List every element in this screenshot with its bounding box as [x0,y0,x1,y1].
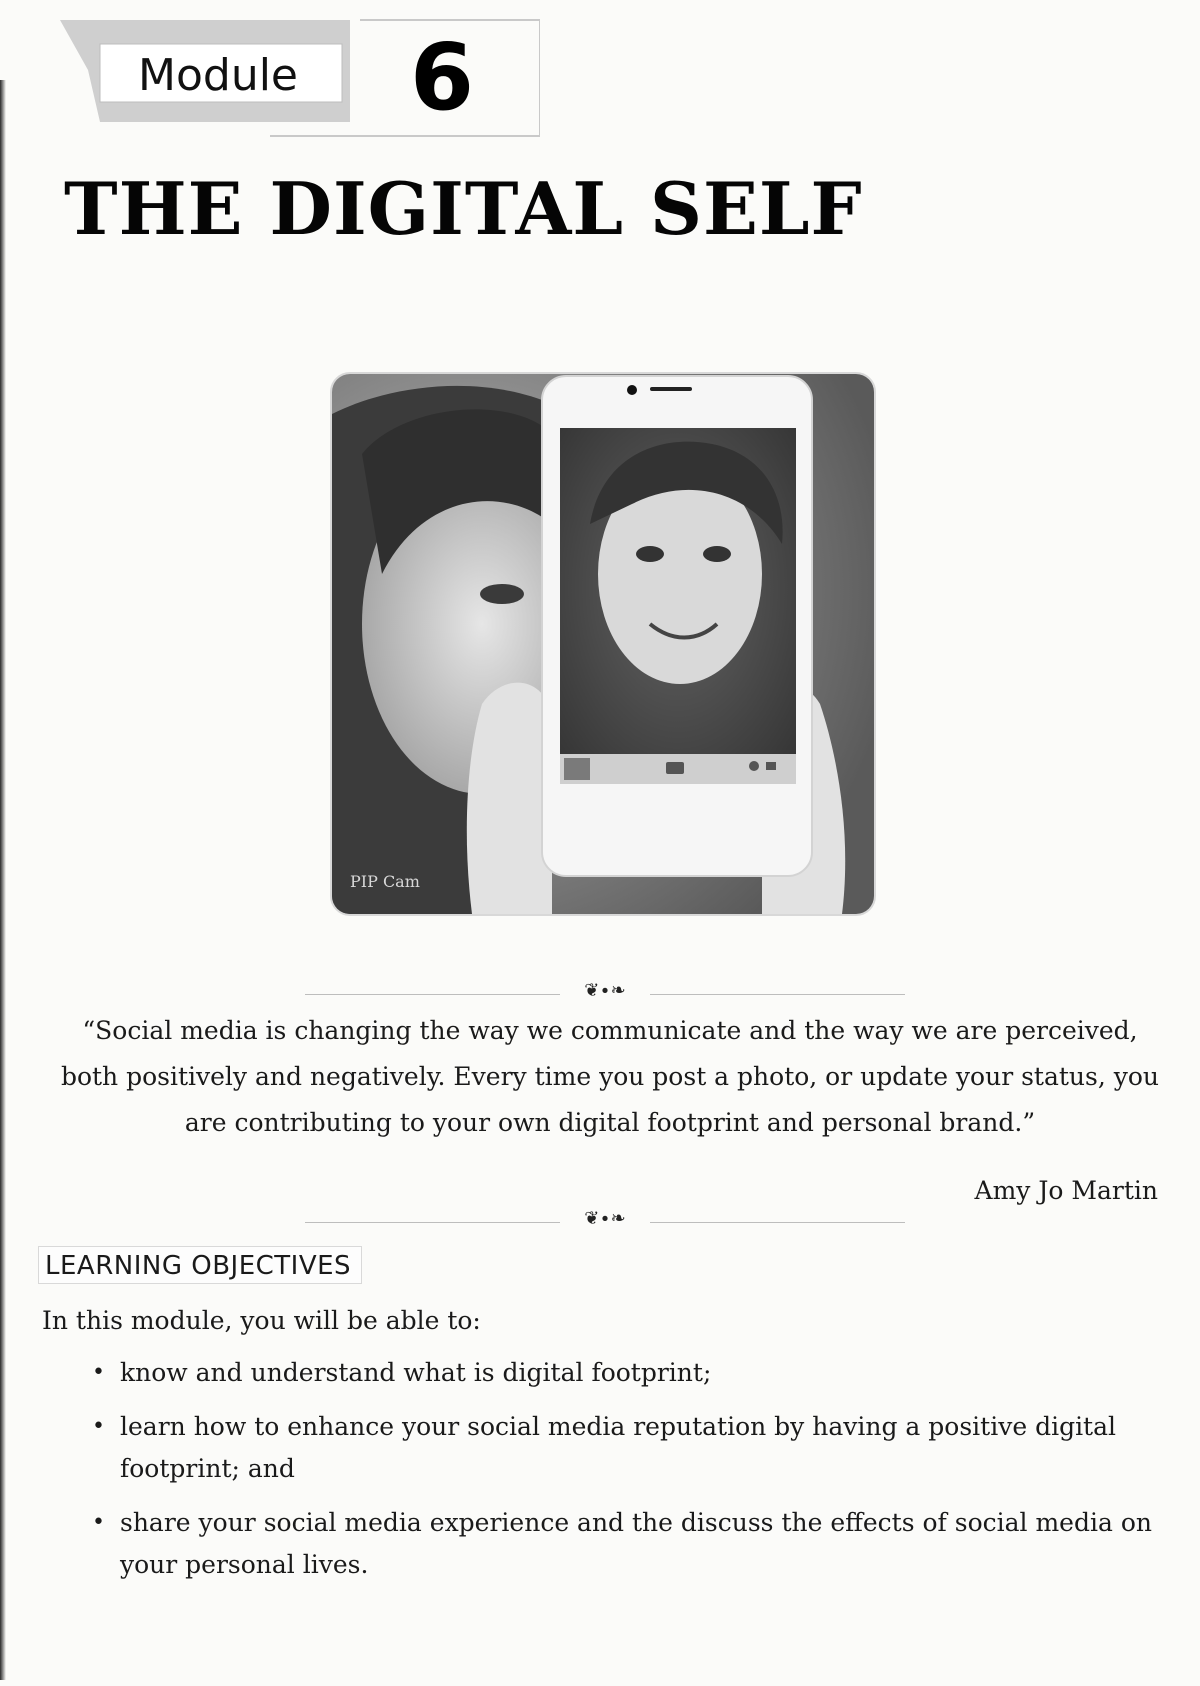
module-banner [60,18,540,144]
selfie-illustration [332,374,874,914]
bullet-icon: • [92,1510,105,1535]
list-item-text: know and understand what is digital footprint; [120,1358,712,1387]
page-title: THE DIGITAL SELF [64,166,863,251]
selfie-phone-photo [330,372,876,916]
divider-bottom [305,1208,905,1232]
bullet-icon: • [92,1414,105,1439]
divider-ornament-icon: ❦∙❧ [584,1208,626,1229]
module-label: Module [138,50,298,101]
divider-ornament-icon: ❦∙❧ [584,980,626,1001]
list-item-text: share your social media experience and the discuss the effects of social media on your personal lives. [120,1508,1152,1579]
quote-text: “Social media is changing the way we communicate and the way we are perceived, both positively and negatively. Every time you post a photo, or update your status, you are contributing to your own digital footprint and personal brand.” [60,1016,1160,1137]
learning-objectives-list [92,1352,1162,1598]
photo-watermark: PIP Cam [350,872,420,891]
divider-top [305,980,905,1004]
list-item [92,1352,1162,1394]
list-item [92,1502,1162,1586]
bullet-icon: • [92,1360,105,1385]
list-item [92,1406,1162,1490]
quote-author: Amy Jo Martin [974,1176,1158,1205]
learning-objectives-intro: In this module, you will be able to: [42,1306,481,1335]
learning-objectives-heading: LEARNING OBJECTIVES [38,1246,362,1284]
module-number: 6 [410,24,475,131]
list-item-text: learn how to enhance your social media reputation by having a positive digital footprint; and [120,1412,1117,1483]
page-edge-shadow [0,80,6,1680]
